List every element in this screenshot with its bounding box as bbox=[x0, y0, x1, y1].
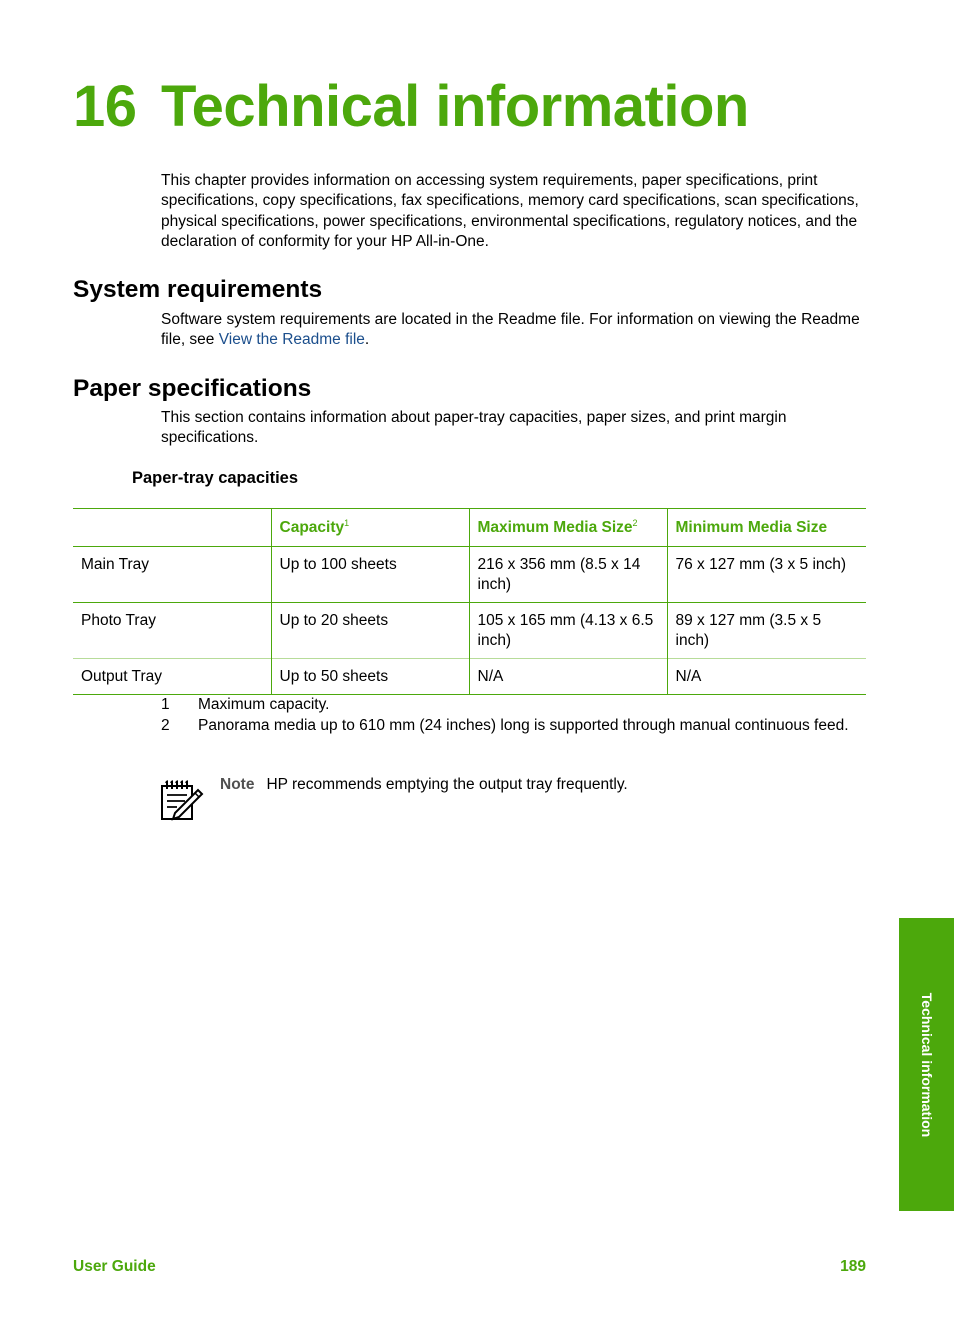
table-cell: Up to 20 sheets bbox=[271, 603, 469, 659]
system-requirements-paragraph bbox=[161, 310, 861, 351]
table-cell: 105 x 165 mm (4.13 x 6.5 inch) bbox=[469, 603, 667, 659]
table-cell: N/A bbox=[469, 659, 667, 695]
footnote-ref: 1 bbox=[344, 518, 350, 528]
footnote-number: 2 bbox=[161, 717, 170, 734]
footer-guide-title: User Guide bbox=[73, 1258, 156, 1275]
column-header-capacity: Capacity$^1$ bbox=[271, 509, 469, 547]
table-cell: Photo Tray bbox=[81, 612, 156, 629]
table-cell: 216 x 356 mm (8.5 x 14 inch) bbox=[469, 547, 667, 603]
footnote-text: Panorama media up to 610 mm (24 inches) long is supported through manual continuous feed. bbox=[198, 717, 849, 734]
footnote-number: 1 bbox=[161, 696, 170, 713]
table-cell: 89 x 127 mm (3.5 x 5 inch) bbox=[667, 603, 866, 659]
table-cell: Up to 50 sheets bbox=[271, 659, 469, 695]
note-pad-icon bbox=[160, 779, 204, 821]
chapter-title bbox=[73, 72, 749, 142]
paper-tray-heading: Paper-tray capacities bbox=[132, 469, 299, 487]
table-row bbox=[73, 603, 866, 659]
table-row bbox=[73, 547, 866, 603]
table-cell: 76 x 127 mm (3 x 5 inch) bbox=[667, 547, 866, 603]
note-text: HP recommends emptying the output tray frequently. bbox=[266, 776, 628, 793]
footnote-text: Maximum capacity. bbox=[198, 696, 330, 713]
column-header-min-size: Minimum Media Size bbox=[667, 509, 866, 547]
column-header bbox=[73, 509, 271, 547]
paper-specifications-heading: Paper specifications bbox=[73, 375, 312, 402]
readme-link[interactable]: View the Readme file bbox=[218, 331, 365, 349]
table-cell: N/A bbox=[667, 659, 866, 695]
footnote bbox=[161, 716, 851, 736]
intro-paragraph: This chapter provides information on accessing system requirements, paper specifications, print specifications, copy specifications, fax specifications, memory card specifications, scan specifications, physical specifications, power specifications, environmental specifications, regulatory notices, and the declaration of conformity for your HP All-in-One. bbox=[161, 172, 859, 251]
side-tab bbox=[899, 918, 954, 1211]
system-requirements-text: Software system requirements are located in the Readme file. For information on viewing the Readme file, see bbox=[161, 311, 860, 349]
chapter-number: 16 bbox=[73, 74, 137, 139]
footnote bbox=[161, 695, 851, 715]
note-label: Note bbox=[220, 776, 255, 793]
system-requirements-heading: System requirements bbox=[73, 276, 323, 303]
table-cell: Output Tray bbox=[81, 668, 162, 685]
paper-specifications-paragraph: This section contains information about paper-tray capacities, paper sizes, and print margin specifications. bbox=[161, 409, 787, 447]
side-tab-label: Technical information bbox=[918, 992, 935, 1137]
table-row bbox=[73, 659, 866, 695]
page-number: 189 bbox=[840, 1258, 866, 1275]
note bbox=[220, 775, 628, 795]
paper-tray-table bbox=[73, 508, 866, 695]
table-cell: Main Tray bbox=[81, 556, 150, 573]
column-header-max-size: Maximum Media Size$^2$ bbox=[469, 509, 667, 547]
system-requirements-text-end: . bbox=[364, 331, 370, 349]
table-header-row bbox=[73, 509, 866, 547]
chapter-title-text: Technical information bbox=[161, 74, 749, 139]
table-cell: Up to 100 sheets bbox=[271, 547, 469, 603]
footnote-ref: 2 bbox=[632, 518, 638, 528]
